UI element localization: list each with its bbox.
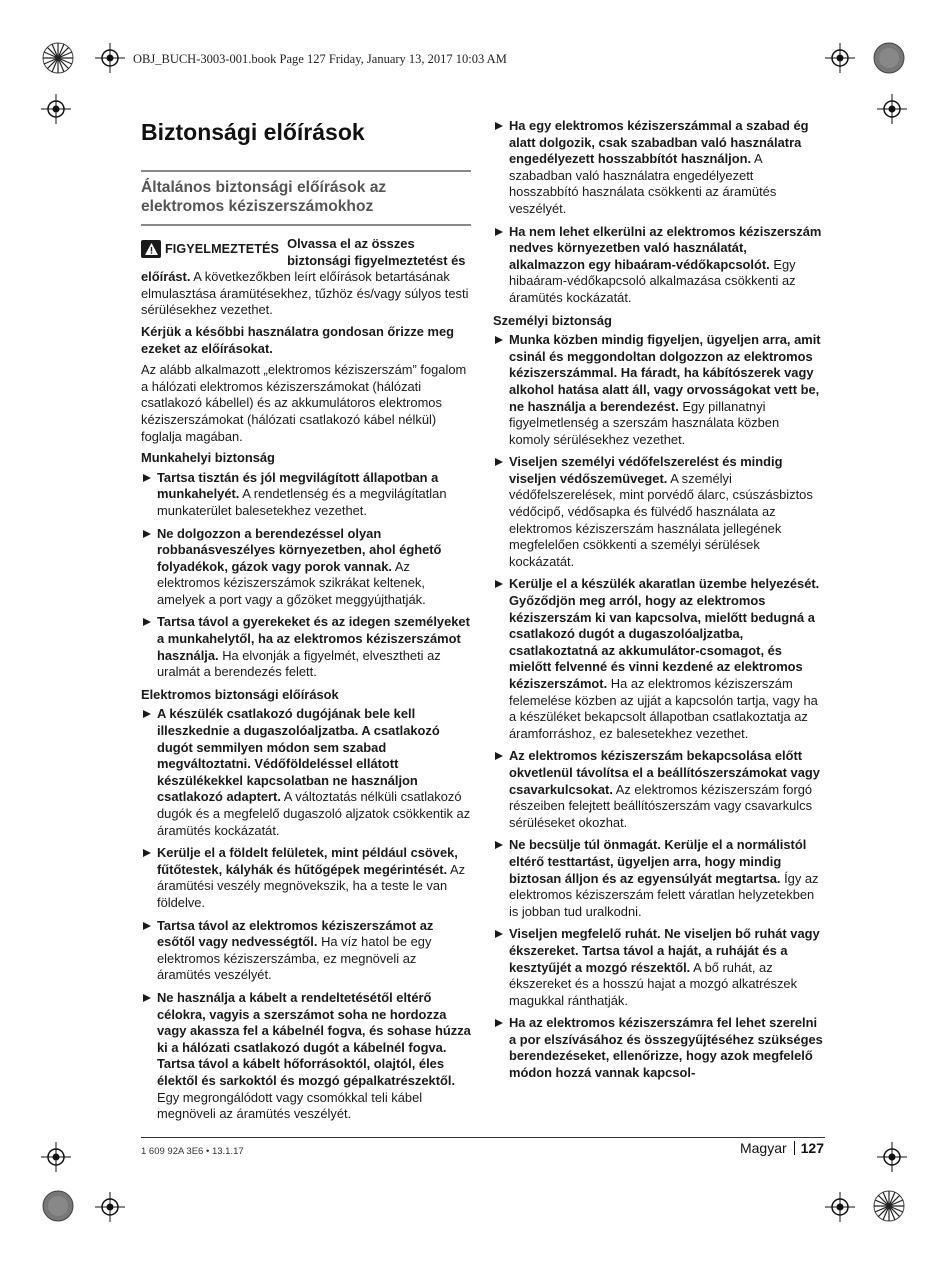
- warning-bold-text: Olvassa el az összes biztonsági figyelmeztetést és előírást.: [141, 236, 466, 285]
- registration-mark-left: [41, 94, 71, 124]
- list-item: Kerülje el a földelt felületek, mint például csövek, fűtőtestek, kályhák és hűtőgépek megérintését. Az áramütési veszély megnövekszik, ha a teste le van földelve.: [141, 845, 471, 911]
- registration-mark-right: [877, 94, 907, 124]
- electrical-heading: Elektromos biztonsági előírások: [141, 686, 339, 702]
- color-wheel-top-left: [42, 42, 74, 74]
- warning-text: A következőkben leírt előírások betartásának elmulasztása áramütésekhez, tűzhöz és/vagy súlyos testi sérülésekhez vezethet.: [141, 269, 469, 318]
- definition-paragraph: Az alább alkalmazott „elektromos kéziszerszám” fogalom a hálózati elektromos kéziszerszámokat (hálózati csatlakozó kábellel) és az akkumulátoros elektromos kéziszerszámokat (hálózati csatlakozó kábel nélkül) foglalja magában.: [141, 362, 467, 444]
- work-area-heading: Munkahelyi biztonság: [141, 450, 275, 466]
- left-column: [141, 118, 471, 1129]
- keep-instructions-note: Kérjük a későbbi használatra gondosan őrizze meg ezeket az előírásokat.: [141, 323, 455, 356]
- color-patch-bottom-left: [42, 1190, 74, 1222]
- list-item: A készülék csatlakozó dugójának bele kell illeszkednie a dugaszolóaljzatba. A csatlakozó dugót semmilyen módon sem szabad megváltoztatni. Védőföldeléssel ellátott készülékekkel kapcsolatban ne használjon csatlakozó adaptert. A változtatás nélküli csatlakozó dugók és a megfelelő dugaszoló aljzatok csökkentik az áramütés kockázatát.: [141, 706, 471, 839]
- print-header: OBJ_BUCH-3003-001.book Page 127 Friday, January 13, 2017 10:03 AM: [133, 52, 507, 66]
- list-item: Tartsa távol az elektromos kéziszerszámot az esőtől vagy nedvességtől. Ha víz hatol be egy elektromos kéziszerszámba, ez megnöveli az áramütés veszélyét.: [141, 918, 471, 984]
- warning-block: [141, 236, 471, 319]
- registration-mark-bottom-left: [41, 1142, 71, 1172]
- registration-mark-top-left: [95, 43, 125, 73]
- right-column: [493, 118, 823, 1088]
- list-item: Ha az elektromos kéziszerszámra fel lehet szerelni a por elszívásához és összegyűjtéséhez szükséges berendezéseket, ellenőrizze, hogy azok megfelelő módon hozzá vannak kapcsol-: [493, 1015, 823, 1081]
- list-item: Viseljen személyi védőfelszerelést és mindig viseljen védőszemüveget. A személyi védőfelszerelések, mint porvédő álarc, csúszásbiztos védőcipő, védősapka és fülvédő használata az elektromos kéziszerszám használata jellegének megfelelően csökkenti a személyi sérülések kockázatát.: [493, 454, 823, 570]
- section-rule-bottom: [141, 224, 471, 226]
- list-item: Ha egy elektromos kéziszerszámmal a szabad ég alatt dolgozik, csak szabadban való használatra engedélyezett hosszabbítót használjon. A szabadban való használatra engedélyezett hosszabbító használata csökkenti az áramütés veszélyét.: [493, 118, 823, 218]
- list-item: Munka közben mindig figyeljen, ügyeljen arra, amit csinál és meggondoltan dolgozzon az elektromos kéziszerszámmal. Ha fáradt, ha kábítószerek vagy alkohol hatása alatt áll, vagy orvosságokat vett be, ne használja a berendezést. Egy pillanatnyi figyelmetlenség a szerszám használata közben komoly sérülésekhez vezethet.: [493, 332, 823, 448]
- personal-heading: Személyi biztonság: [493, 312, 612, 328]
- registration-mark-bottom-center-right: [825, 1192, 855, 1222]
- section-rule-top: [141, 170, 471, 172]
- footer-separator: [794, 1141, 795, 1155]
- warning-label: FIGYELMEZTETÉS: [165, 241, 280, 256]
- list-item: Ne dolgozzon a berendezéssel olyan robbanásveszélyes környezetben, ahol éghető folyadékok, gázok vagy porok vannak. Az elektromos kéziszerszámok szikrákat keltenek, amelyek a port vagy a gőzöket meggyújthatják.: [141, 526, 471, 609]
- list-item: Viseljen megfelelő ruhát. Ne viseljen bő ruhát vagy ékszereket. Tartsa távol a haját, a ruháját és a kesztyűjét a mozgó részektől. A bő ruhát, az ékszereket és a hosszú hajat a mozgó alkatrészek magukkal ránthatják.: [493, 926, 823, 1009]
- warning-triangle-icon: [141, 240, 161, 258]
- list-item: Kerülje el a készülék akaratlan üzembe helyezését. Győződjön meg arról, hogy az elektromos kéziszerszám ki van kapcsolva, mielőtt bedugná a csatlakozó dugót a dugaszolóaljzatba, csatlakoztatná az akkumulátor-csomagot, és mielőtt felvenné és vinni kezdené az elektromos kéziszerszámot. Ha az elektromos kéziszerszám felemelése közben az ujját a kapcsolón tartja, vagy ha a készüléket bekapcsolt állapotban csatlakoztatja az áramforráshoz, ez balesetekhez vezethet.: [493, 576, 823, 742]
- section-title: Általános biztonsági előírások az elektromos kéziszerszámokhoz: [141, 179, 387, 215]
- footer-rule: [141, 1137, 825, 1138]
- page-number: 127: [800, 1140, 824, 1156]
- color-patch-top-right: [873, 42, 905, 74]
- list-item: Az elektromos kéziszerszám bekapcsolása előtt okvetlenül távolítsa el a beállítószerszámokat vagy csavarkulcsokat. Az elektromos kéziszerszám forgó részeiben felejtett beállítószerszám vagy csavarkulcs sérüléseket okozhat.: [493, 748, 823, 831]
- footer-doc-code: 1 609 92A 3E6 • 13.1.17: [141, 1146, 244, 1157]
- registration-mark-bottom-right: [877, 1142, 907, 1172]
- footer-language: Magyar: [739, 1140, 787, 1156]
- page-title: Biztonsági előírások: [141, 119, 365, 145]
- warning-badge: [141, 240, 279, 258]
- list-item: Ha nem lehet elkerülni az elektromos kéziszerszám nedves környezetben való használatát, alkalmazzon egy hibaáram-védőkapcsolót. Egy hibaáram-védőkapcsoló alkalmazása csökkenti az áramütés kockázatát.: [493, 224, 823, 307]
- color-wheel-bottom-right: [873, 1190, 905, 1222]
- footer-page-info: [740, 1140, 824, 1156]
- registration-mark-bottom-center-left: [95, 1192, 125, 1222]
- list-item: Ne becsülje túl önmagát. Kerülje el a normálistól eltérő testtartást, ügyeljen arra, hogy mindig biztosan álljon és az egyensúlyát megtartsa. Így az elektromos kéziszerszám felett váratlan helyzetekben is jobban tud uralkodni.: [493, 837, 823, 920]
- list-item: Tartsa távol a gyerekeket és az idegen személyeket a munkahelytől, ha az elektromos kéziszerszámot használja. Ha elvonják a figyelmét, elvesztheti az uralmát a berendezés felett.: [141, 614, 471, 680]
- list-item: Ne használja a kábelt a rendeltetésétől eltérő célokra, vagyis a szerszámot soha ne hordozza vagy akassza fel a kábelnél fogva, és sohase húzza ki a hálózati csatlakozó dugót a kábelnél fogva. Tartsa távol a kábelt hőforrásoktól, olajtól, éles élektől és sarkoktól és mozgó gépalkatrészektől. Egy megrongálódott vagy csomókkal teli kábel megnöveli az áramütés veszélyét.: [141, 990, 471, 1123]
- registration-mark-top-right: [825, 43, 855, 73]
- list-item: Tartsa tisztán és jól megvilágított állapotban a munkahelyét. A rendetlenség és a megvilágítatlan munkaterület balesetekhez vezethet.: [141, 470, 471, 520]
